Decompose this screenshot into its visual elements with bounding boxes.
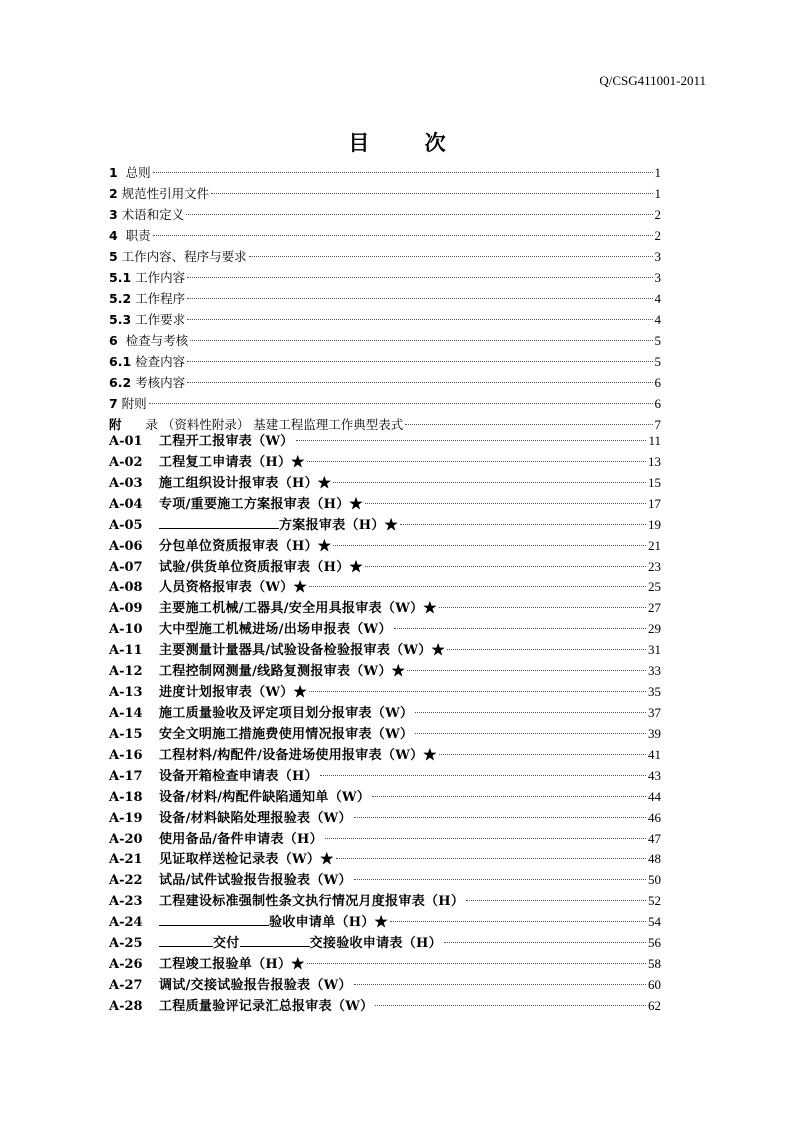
appendix-entry-text [159, 830, 323, 851]
appendix-code: A-12 [109, 664, 143, 680]
toc-page-number: 62 [648, 997, 661, 1013]
appendix-entry[interactable] [109, 598, 661, 619]
dot-leader [149, 403, 653, 404]
appendix-entry[interactable] [109, 912, 661, 933]
appendix-entry-text [159, 495, 363, 516]
appendix-entry-text [159, 976, 352, 997]
appendix-entry-text [159, 871, 352, 892]
appendix-code: A-01 [109, 434, 143, 449]
toc-page-number: 25 [648, 579, 661, 595]
toc-entry-title: 工作要求 [131, 312, 186, 327]
appendix-entry[interactable] [109, 431, 661, 452]
dot-leader [407, 670, 646, 671]
appendix-entry[interactable] [109, 829, 661, 850]
toc-entry-number: 6.2 [109, 375, 132, 390]
appendix-entry[interactable] [109, 975, 661, 996]
appendix-entry-title: 使用备品/备件申请表（H） [159, 831, 323, 847]
fill-in-blank [159, 913, 269, 926]
appendix-entry[interactable] [109, 557, 661, 578]
appendix-entry-title: 工程开工报审表（W） [159, 434, 294, 449]
toc-entry[interactable] [109, 309, 661, 330]
appendix-entry-text [159, 620, 392, 641]
dot-leader [187, 298, 652, 299]
appendix-entry-title: 试验/供货单位资质报审表（H）★ [159, 559, 363, 575]
toc-entry-title: 附则 [117, 396, 147, 411]
toc-entry-text [109, 393, 147, 414]
toc-entry-title: 工作内容 [131, 270, 186, 285]
dot-leader [354, 984, 646, 985]
toc-page-number: 1 [654, 186, 661, 201]
appendix-code: A-17 [109, 768, 143, 784]
appendix-code: A-28 [109, 998, 143, 1014]
appendix-entry-word: 交付 [213, 936, 240, 952]
appendix-code: A-04 [109, 496, 143, 512]
appendix-entry-title: 安全文明施工措施费使用情况报审表（W） [159, 726, 414, 742]
toc-page-number: 35 [648, 684, 661, 700]
dot-leader [325, 838, 646, 839]
dot-leader [439, 607, 646, 608]
toc-page-number: 13 [648, 453, 661, 469]
toc-entry-text [109, 162, 151, 183]
appendix-entry[interactable] [109, 870, 661, 891]
appendix-code: A-11 [109, 643, 143, 659]
appendix-code: A-16 [109, 747, 143, 763]
toc-page-number: 5 [654, 333, 661, 348]
toc-page-number: 4 [654, 291, 661, 306]
appendix-entry-text [159, 599, 437, 620]
toc-page-number: 33 [648, 663, 661, 679]
dot-leader [444, 942, 646, 943]
toc-entry-title: 职责 [117, 228, 151, 243]
dot-leader [354, 817, 646, 818]
toc-entry-title: 总则 [117, 165, 151, 180]
appendix-code: A-08 [109, 580, 143, 596]
fill-in-blank [159, 934, 213, 947]
dot-leader [336, 858, 647, 859]
toc-entry-text [109, 225, 151, 246]
appendix-code: A-19 [109, 810, 143, 826]
toc-page-number: 2 [654, 207, 661, 222]
appendix-entry-title: 工程材料/构配件/设备进场使用报审表（W）★ [159, 747, 437, 763]
appendix-entry-title: 见证取样送检记录表（W）★ [159, 852, 334, 868]
appendix-entry-text [159, 788, 370, 809]
appendix-entry-text [159, 767, 318, 788]
toc-entry-number: 4 [109, 228, 118, 243]
appendix-code: A-23 [109, 894, 143, 910]
appendix-entry-text [159, 725, 413, 746]
toc-entry-text [109, 330, 188, 351]
toc-page-number: 50 [648, 872, 661, 888]
toc-page-number: 21 [648, 537, 661, 553]
toc-entry-number: 附 [109, 417, 122, 432]
appendix-entry-text [159, 432, 294, 453]
toc-entry-number: 5.3 [109, 312, 132, 327]
toc-sections-list [109, 162, 661, 435]
dot-leader [249, 256, 653, 257]
toc-page-number: 37 [648, 704, 661, 720]
dot-leader [296, 440, 647, 441]
appendix-entry-title: 工程复工申请表（H）★ [159, 454, 305, 470]
toc-entry-text [109, 372, 185, 393]
appendix-entry-text [159, 913, 388, 934]
toc-entry-text [109, 351, 185, 372]
dot-leader [375, 1005, 646, 1006]
appendix-entry-title: 主要施工机械/工器具/安全用具报审表（W）★ [159, 601, 437, 617]
appendix-code: A-24 [109, 915, 143, 931]
dot-leader [320, 775, 646, 776]
toc-appendix-list [109, 431, 661, 1017]
appendix-code: A-14 [109, 705, 143, 721]
appendix-code: A-06 [109, 538, 143, 554]
appendix-entry-text [159, 662, 405, 683]
appendix-entry[interactable] [109, 849, 661, 870]
toc-page-number: 7 [654, 417, 661, 432]
toc-entry-number: 6.1 [109, 354, 132, 369]
toc-entry-number: 5.2 [109, 291, 132, 306]
dot-leader [365, 503, 646, 504]
appendix-entry[interactable] [109, 515, 661, 536]
appendix-entry-text [159, 955, 305, 976]
toc-entry-title: 规范性引用文件 [117, 186, 210, 201]
toc-entry[interactable] [109, 372, 661, 393]
appendix-entry-text [159, 683, 307, 704]
appendix-entry-title: 大中型施工机械进场/出场申报表（W） [159, 622, 392, 638]
toc-entry-title: 检查内容 [131, 354, 186, 369]
fill-in-blank [240, 934, 310, 947]
toc-entry-text [109, 267, 185, 288]
toc-page-number: 43 [648, 767, 661, 783]
appendix-entry-text [159, 453, 305, 474]
toc-page-number: 6 [654, 396, 661, 411]
dot-leader [333, 545, 646, 546]
appendix-entry[interactable] [109, 724, 661, 745]
toc-page-number: 29 [648, 621, 661, 637]
dot-leader [390, 921, 646, 922]
toc-entry-title: 工作内容、程序与要求 [117, 249, 247, 264]
dot-leader [400, 524, 646, 525]
toc-page-number: 15 [648, 474, 661, 490]
appendix-entry[interactable] [109, 808, 661, 829]
dot-leader [415, 712, 646, 713]
appendix-entry[interactable] [109, 452, 661, 473]
appendix-entry-title: 设备开箱检查申请表（H） [159, 768, 318, 784]
appendix-entry[interactable] [109, 494, 661, 515]
toc-entry-number: 2 [109, 186, 118, 201]
appendix-code: A-21 [109, 852, 143, 868]
dot-leader [190, 340, 652, 341]
appendix-entry[interactable] [109, 661, 661, 682]
toc-page-number: 17 [648, 495, 661, 511]
appendix-entry-text [159, 704, 413, 725]
dot-leader [153, 172, 653, 173]
appendix-entry-title: 工程质量验评记录汇总报审表（W） [159, 998, 374, 1014]
toc-page-number: 11 [648, 433, 661, 448]
toc-entry-number: 1 [109, 165, 118, 180]
dot-leader [405, 424, 652, 425]
toc-entry-number: 5 [109, 249, 118, 264]
toc-page-number: 47 [648, 830, 661, 846]
toc-entry[interactable] [109, 351, 661, 372]
appendix-entry[interactable] [109, 996, 661, 1017]
appendix-entry-text [159, 850, 334, 871]
appendix-entry-text [159, 809, 352, 830]
appendix-entry-title: 主要测量计量器具/试验设备检验报审表（W）★ [159, 643, 445, 659]
dot-leader [415, 733, 646, 734]
toc-page-number: 23 [648, 558, 661, 574]
toc-entry[interactable] [109, 162, 661, 183]
appendix-code: A-15 [109, 726, 143, 742]
appendix-entry-title: 人员资格报审表（W）★ [159, 580, 307, 596]
dot-leader [307, 461, 646, 462]
appendix-entry[interactable] [109, 703, 661, 724]
toc-page-number: 44 [648, 788, 661, 804]
appendix-entry-title: 工程建设标准强制性条文执行情况月度报审表（H） [159, 894, 465, 910]
appendix-entry[interactable] [109, 577, 661, 598]
toc-entry-number: 6 [109, 333, 118, 348]
toc-page-number: 41 [648, 746, 661, 762]
dot-leader [307, 963, 646, 964]
appendix-entry[interactable] [109, 766, 661, 787]
dot-leader [447, 649, 646, 650]
appendix-code: A-02 [109, 454, 143, 470]
appendix-entry[interactable] [109, 891, 661, 912]
toc-entry-number: 3 [109, 207, 118, 222]
appendix-entry-title: 施工组织设计报审表（H）★ [159, 475, 332, 491]
appendix-entry-title: 试品/试件试验报告报验表（W） [159, 873, 352, 889]
appendix-code: A-25 [109, 936, 143, 952]
dot-leader [153, 235, 653, 236]
appendix-entry-title: 分包单位资质报审表（H）★ [159, 538, 332, 554]
dot-leader [309, 691, 646, 692]
toc-page-number: 31 [648, 642, 661, 658]
toc-entry[interactable] [109, 393, 661, 414]
toc-page-number: 58 [648, 956, 661, 972]
appendix-entry-title: 进度计划报审表（W）★ [159, 685, 307, 701]
toc-entry-number: 7 [109, 396, 118, 411]
appendix-entry-text [159, 537, 331, 558]
appendix-entry-text [159, 558, 363, 579]
toc-entry-number: 5.1 [109, 270, 132, 285]
toc-entry[interactable] [109, 225, 661, 246]
toc-page-number: 4 [654, 312, 661, 327]
appendix-entry-title: 方案报审表（H）★ [279, 517, 398, 533]
toc-entry-title: 考核内容 [131, 375, 186, 390]
document-code: Q/CSG411001-2011 [599, 73, 706, 88]
appendix-code: A-18 [109, 789, 143, 805]
appendix-entry-title: 交接验收申请表（H） [309, 936, 442, 952]
toc-page-number: 48 [648, 851, 661, 867]
toc-entry-title: 工作程序 [131, 291, 186, 306]
dot-leader [187, 361, 652, 362]
appendix-code: A-07 [109, 559, 143, 575]
dot-leader [333, 482, 646, 483]
appendix-entry-title: 专项/重要施工方案报审表（H）★ [159, 496, 363, 512]
appendix-entry-text [159, 746, 437, 767]
toc-page-number: 54 [648, 914, 661, 930]
appendix-code: A-13 [109, 685, 143, 701]
toc-page-number: 3 [654, 270, 661, 285]
appendix-entry[interactable] [109, 473, 661, 494]
toc-page-number: 3 [654, 249, 661, 264]
toc-page-number: 56 [648, 935, 661, 951]
toc-entry[interactable] [109, 267, 661, 288]
appendix-entry-title: 工程竣工报验单（H）★ [159, 957, 305, 973]
appendix-entry-text [159, 641, 445, 662]
toc-entry[interactable] [109, 288, 661, 309]
dot-leader [372, 796, 646, 797]
appendix-entry[interactable] [109, 682, 661, 703]
appendix-entry-text [159, 474, 331, 495]
toc-entry[interactable] [109, 183, 661, 204]
dot-leader [466, 900, 646, 901]
appendix-entry[interactable] [109, 787, 661, 808]
appendix-entry-title: 施工质量验收及评定项目划分报审表（W） [159, 705, 414, 721]
appendix-entry-text [159, 892, 464, 913]
appendix-entry-title: 设备/材料缺陷处理报验表（W） [159, 810, 352, 826]
toc-page-number: 2 [654, 228, 661, 243]
toc-entry-text [109, 246, 247, 267]
toc-page-number: 19 [648, 516, 661, 532]
appendix-code: A-22 [109, 873, 143, 889]
toc-page-number: 60 [648, 976, 661, 992]
dot-leader [186, 214, 652, 215]
appendix-entry-text [159, 578, 307, 599]
toc-entry-title: 录 （资料性附录） 基建工程监理工作典型表式 [121, 417, 404, 432]
toc-entry-text [109, 183, 209, 204]
appendix-entry[interactable] [109, 619, 661, 640]
toc-entry[interactable] [109, 246, 661, 267]
appendix-code: A-26 [109, 957, 143, 973]
dot-leader [187, 382, 652, 383]
dot-leader [394, 628, 646, 629]
toc-entry-text [109, 309, 185, 330]
appendix-entry-title: 设备/材料/构配件缺陷通知单（W） [159, 789, 371, 805]
toc-entry-text [109, 288, 185, 309]
fill-in-blank [159, 516, 279, 529]
toc-page-number: 46 [648, 809, 661, 825]
appendix-entry-title: 验收申请单（H）★ [269, 915, 388, 931]
appendix-code: A-20 [109, 831, 143, 847]
appendix-entry-text [159, 997, 373, 1018]
toc-page-number: 5 [654, 354, 661, 369]
dot-leader [354, 879, 646, 880]
appendix-entry-title: 工程控制网测量/线路复测报审表（W）★ [159, 664, 406, 680]
toc-title: 目 次 [348, 130, 470, 155]
appendix-entry-title: 调试/交接试验报告报验表（W） [159, 977, 352, 993]
appendix-code: A-05 [109, 517, 143, 533]
dot-leader [211, 193, 652, 194]
toc-page-number: 6 [654, 375, 661, 390]
toc-entry-text [109, 204, 184, 225]
toc-entry-title: 检查与考核 [117, 333, 189, 348]
appendix-code: A-27 [109, 977, 143, 993]
toc-entry-title: 术语和定义 [117, 207, 185, 222]
appendix-entry[interactable] [109, 954, 661, 975]
appendix-entry[interactable] [109, 640, 661, 661]
dot-leader [309, 586, 646, 587]
appendix-code: A-10 [109, 622, 143, 638]
toc-page-number: 39 [648, 725, 661, 741]
appendix-entry-text [159, 516, 398, 537]
dot-leader [187, 319, 652, 320]
appendix-entry[interactable] [109, 745, 661, 766]
dot-leader [187, 277, 652, 278]
toc-page-number: 1 [654, 165, 661, 180]
toc-page-number: 52 [648, 893, 661, 909]
toc-entry[interactable] [109, 204, 661, 225]
appendix-entry[interactable] [109, 536, 661, 557]
dot-leader [439, 754, 646, 755]
appendix-entry[interactable] [109, 933, 661, 954]
dot-leader [365, 566, 646, 567]
toc-page-number: 27 [648, 600, 661, 616]
appendix-code: A-03 [109, 475, 143, 491]
appendix-code: A-09 [109, 601, 143, 617]
appendix-entry-text [159, 934, 442, 955]
toc-entry[interactable] [109, 330, 661, 351]
